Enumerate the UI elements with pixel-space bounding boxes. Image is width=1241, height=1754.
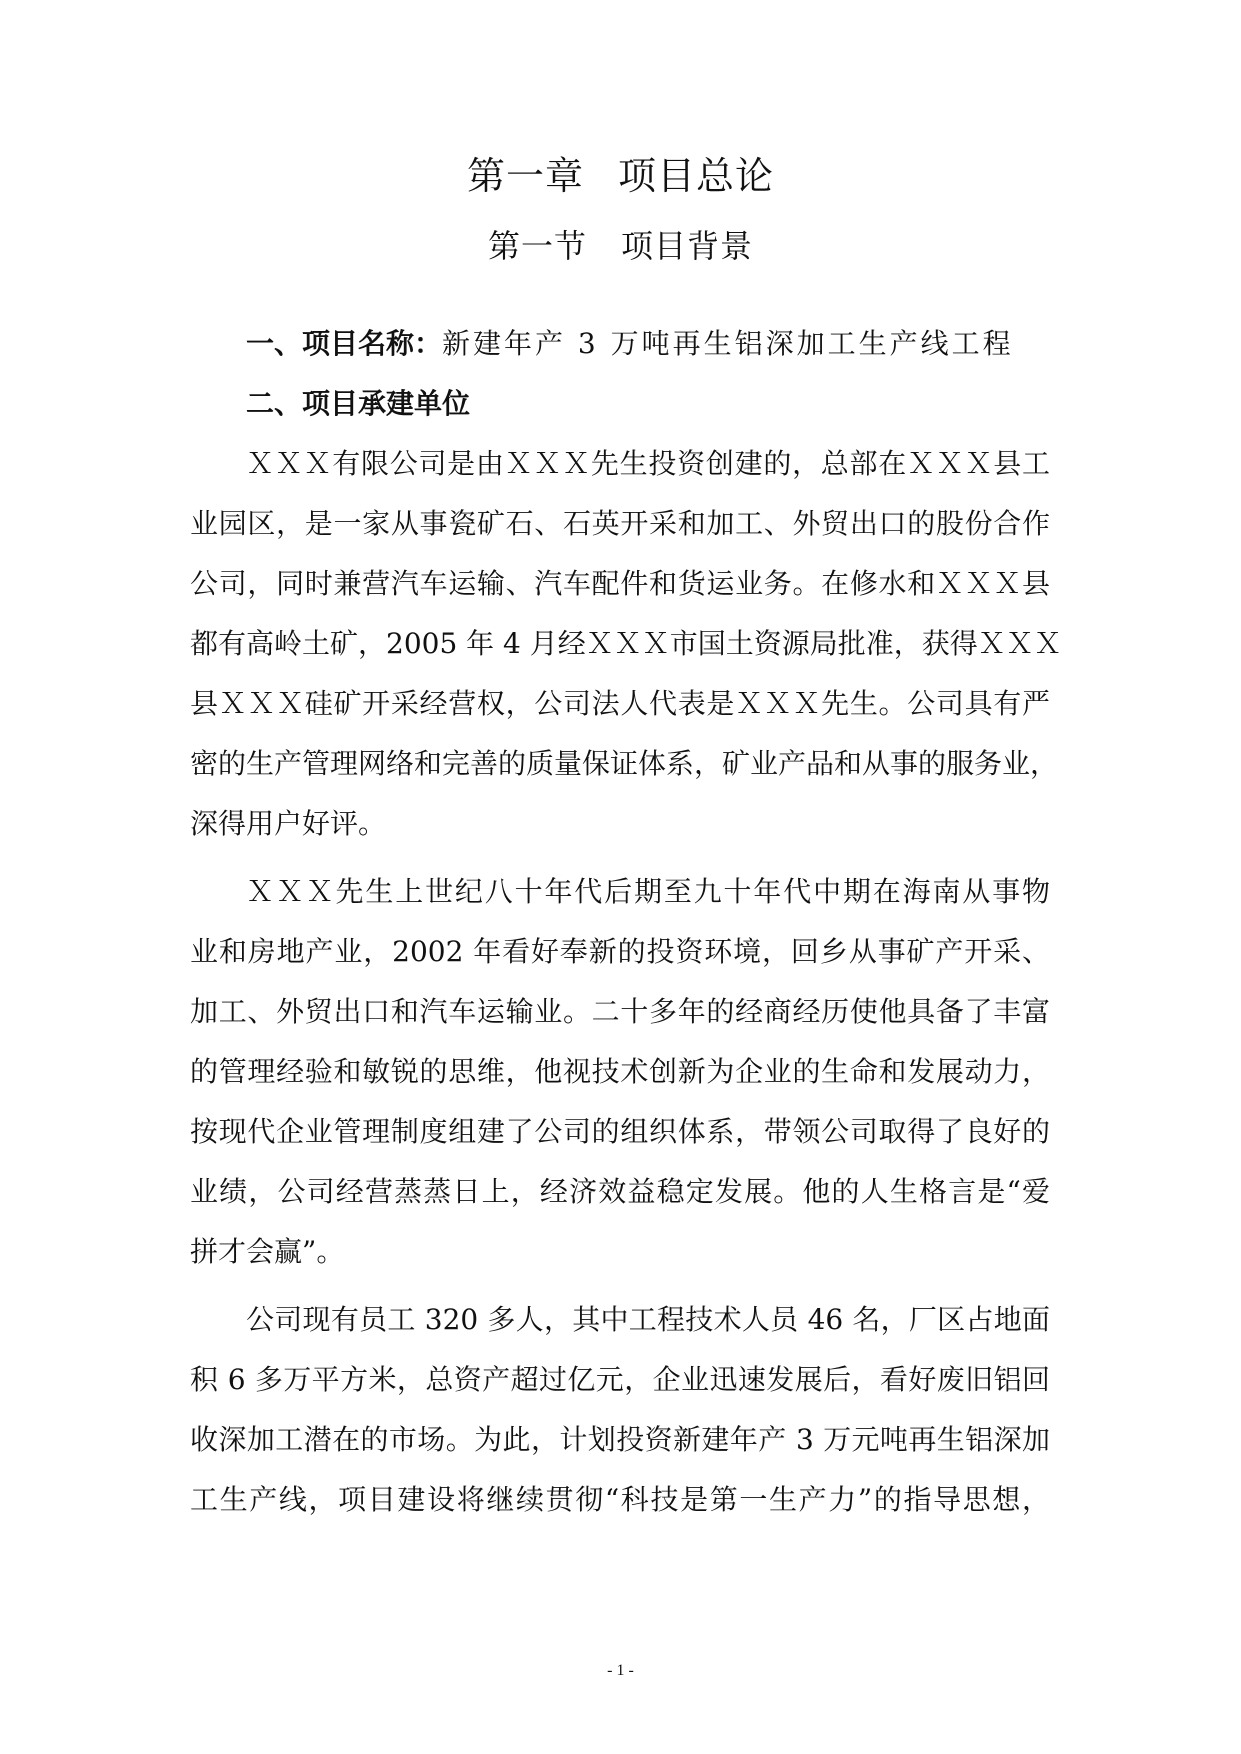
section-title bbox=[0, 224, 1241, 268]
project-name-item bbox=[190, 314, 1050, 374]
text-line: ＸＸＸ先生上世纪八十年代后期至九十年代中期在海南从事物 bbox=[246, 875, 1050, 908]
text-line: ＸＸＸ有限公司是由ＸＸＸ先生投资创建的，总部在ＸＸＸ县工 bbox=[246, 447, 1050, 480]
text-line: 工生产线，项目建设将继续贯彻“科技是第一生产力”的指导思想， bbox=[190, 1483, 1050, 1516]
paragraph-company-intro bbox=[190, 434, 1062, 854]
text-line: 都有高岭土矿，2005 年 4 月经ＸＸＸ市国土资源局批准，获得ＸＸＸ bbox=[190, 627, 1062, 660]
text-line: 加工、外贸出口和汽车运输业。二十多年的经商经历使他具备了丰富 bbox=[190, 995, 1050, 1028]
text-line: 业园区，是一家从事瓷矿石、石英开采和加工、外贸出口的股份合作 bbox=[190, 507, 1050, 540]
body-text bbox=[190, 314, 1062, 1530]
paragraph-founder-bio bbox=[190, 862, 1050, 1282]
chapter-number: 第一章 bbox=[466, 154, 584, 198]
text-line: 的管理经验和敏锐的思维，他视技术创新为企业的生命和发展动力， bbox=[190, 1055, 1050, 1088]
text-line: 积 6 多万平方米，总资产超过亿元，企业迅速发展后，看好废旧铝回 bbox=[190, 1363, 1050, 1396]
section-name: 项目背景 bbox=[621, 227, 754, 265]
text-line: 深得用户好评。 bbox=[190, 807, 387, 840]
text-line: 公司现有员工 320 多人，其中工程技术人员 46 名，厂区占地面 bbox=[246, 1303, 1050, 1336]
project-name-value: 新建年产 3 万吨再生铝深加工生产线工程 bbox=[442, 327, 1014, 360]
text-line: 业绩，公司经营蒸蒸日上，经济效益稳定发展。他的人生格言是“爱 bbox=[190, 1175, 1050, 1208]
page-number: - 1 - bbox=[607, 1662, 634, 1679]
text-line: 拼才会赢”。 bbox=[190, 1235, 345, 1268]
chapter-title bbox=[0, 152, 1241, 200]
paragraph-company-status bbox=[190, 1290, 1050, 1530]
text-line: 密的生产管理网络和完善的质量保证体系，矿业产品和从事的服务业， bbox=[190, 747, 1059, 780]
text-line: 县ＸＸＸ硅矿开采经营权，公司法人代表是ＸＸＸ先生。公司具有严 bbox=[190, 687, 1050, 720]
text-line: 业和房地产业，2002 年看好奉新的投资环境，回乡从事矿产开采、 bbox=[190, 935, 1050, 968]
project-name-label: 一、项目名称： bbox=[246, 327, 443, 360]
section-number: 第一节 bbox=[487, 227, 587, 265]
text-line: 按现代企业管理制度组建了公司的组织体系，带领公司取得了良好的 bbox=[190, 1115, 1050, 1148]
chapter-name: 项目总论 bbox=[618, 154, 775, 198]
text-line: 收深加工潜在的市场。为此，计划投资新建年产 3 万元吨再生铝深加 bbox=[190, 1423, 1050, 1456]
text-line: 公司，同时兼营汽车运输、汽车配件和货运业务。在修水和ＸＸＸ县 bbox=[190, 567, 1050, 600]
project-builder-heading: 二、项目承建单位 bbox=[246, 387, 471, 420]
